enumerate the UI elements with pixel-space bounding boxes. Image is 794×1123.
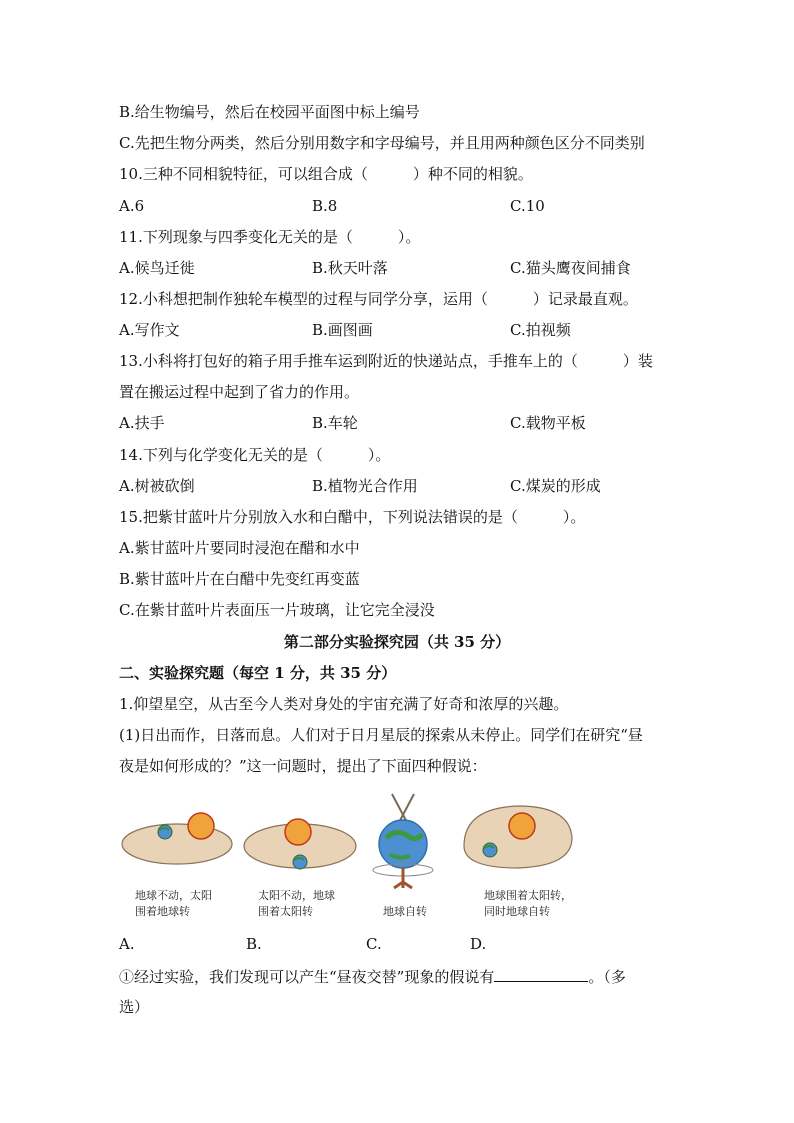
question-12: 12.小科想把制作独轮车模型的过程与同学分享，运用（ ）记录最直观。 xyxy=(119,290,638,308)
question-text: ①经过实验，我们发现可以产生“昼夜交替”现象的假说有 xyxy=(119,968,495,986)
question-15-option-a: A.紫甘蓝叶片要同时浸泡在醋和水中 xyxy=(119,539,360,557)
sub-question-1-cont: 夜是如何形成的？”这一问题时，提出了下面四种假说： xyxy=(119,757,487,775)
option-c: C.10 xyxy=(510,197,545,215)
option-a: A.6 xyxy=(119,197,145,215)
option-b: B.8 xyxy=(312,197,338,215)
question-13: 13.小科将打包好的箱子用手推车运到附近的快递站点，手推车上的（ ）装 xyxy=(119,352,653,370)
answer-blank[interactable] xyxy=(494,967,588,982)
part-title: 第二部分实验探究园（共 35 分） xyxy=(283,633,511,651)
option-a: A.树被砍倒 xyxy=(119,477,195,495)
option-a: A.扶手 xyxy=(119,414,165,432)
question-13-cont: 置在搬运过程中起到了省力的作用。 xyxy=(119,383,360,401)
option-c: C.煤炭的形成 xyxy=(510,477,601,495)
section-heading: 二、实验探究题（每空 1 分，共 35 分） xyxy=(119,664,397,682)
question-10-options xyxy=(119,196,679,216)
option-b: B.秋天叶落 xyxy=(312,259,388,277)
figure-a-caption-1: 地球不动，太阳 xyxy=(135,889,212,902)
question-11-options xyxy=(119,258,679,278)
question-11: 11.下列现象与四季变化无关的是（ ）。 xyxy=(119,228,421,246)
question-15-option-c: C.在紫甘蓝叶片表面压一片玻璃，让它完全浸没 xyxy=(119,601,435,619)
figure-a-caption-2: 围着地球转 xyxy=(135,905,190,918)
sub-question-1: (1)日出而作，日落而息。人们对于日月星辰的探索从未停止。同学们在研究“昼 xyxy=(119,726,643,744)
question-15: 15.把紫甘蓝叶片分别放入水和白醋中，下列说法错误的是（ ）。 xyxy=(119,508,586,526)
figure-label-c: C. xyxy=(366,935,382,953)
intro-paragraph: 1.仰望星空，从古至今人类对身处的宇宙充满了好奇和浓厚的兴趣。 xyxy=(119,695,569,713)
option-line-b: B.给生物编号，然后在校园平面图中标上编号 xyxy=(119,103,420,121)
option-b: B.车轮 xyxy=(312,414,358,432)
figure-b-caption-2: 围着太阳转 xyxy=(258,905,313,918)
fill-in-question-cont: 选） xyxy=(119,998,150,1016)
option-a: A.候鸟迁徙 xyxy=(119,259,195,277)
figure-label-a: A. xyxy=(119,935,135,953)
question-12-options xyxy=(119,320,679,340)
fill-in-question xyxy=(119,967,626,987)
option-c: C.拍视频 xyxy=(510,321,571,339)
question-14: 14.下列与化学变化无关的是（ ）。 xyxy=(119,446,391,464)
figure-c-caption: 地球自转 xyxy=(383,905,427,918)
option-b: B.植物光合作用 xyxy=(312,477,418,495)
option-b: B.画图画 xyxy=(312,321,373,339)
question-13-options xyxy=(119,413,679,433)
question-text-after: 。（多 xyxy=(588,968,626,986)
question-10: 10.三种不同相貌特征，可以组合成（ ）种不同的相貌。 xyxy=(119,165,533,183)
question-14-options xyxy=(119,476,679,496)
figure-label-d: D. xyxy=(470,935,487,953)
figure-label-b: B. xyxy=(246,935,262,953)
option-a: A.写作文 xyxy=(119,321,180,339)
figure-d-caption-2: 同时地球自转 xyxy=(484,905,550,918)
figure-d-caption-1: 地球围着太阳转， xyxy=(484,889,572,902)
option-c: C.载物平板 xyxy=(510,414,586,432)
option-c: C.猫头鹰夜间捕食 xyxy=(510,259,631,277)
figure-b-caption-1: 太阳不动，地球 xyxy=(258,889,335,902)
option-line-c: C.先把生物分两类，然后分别用数字和字母编号，并且用两种颜色区分不同类别 xyxy=(119,134,645,152)
question-15-option-b: B.紫甘蓝叶片在白醋中先变红再变蓝 xyxy=(119,570,360,588)
